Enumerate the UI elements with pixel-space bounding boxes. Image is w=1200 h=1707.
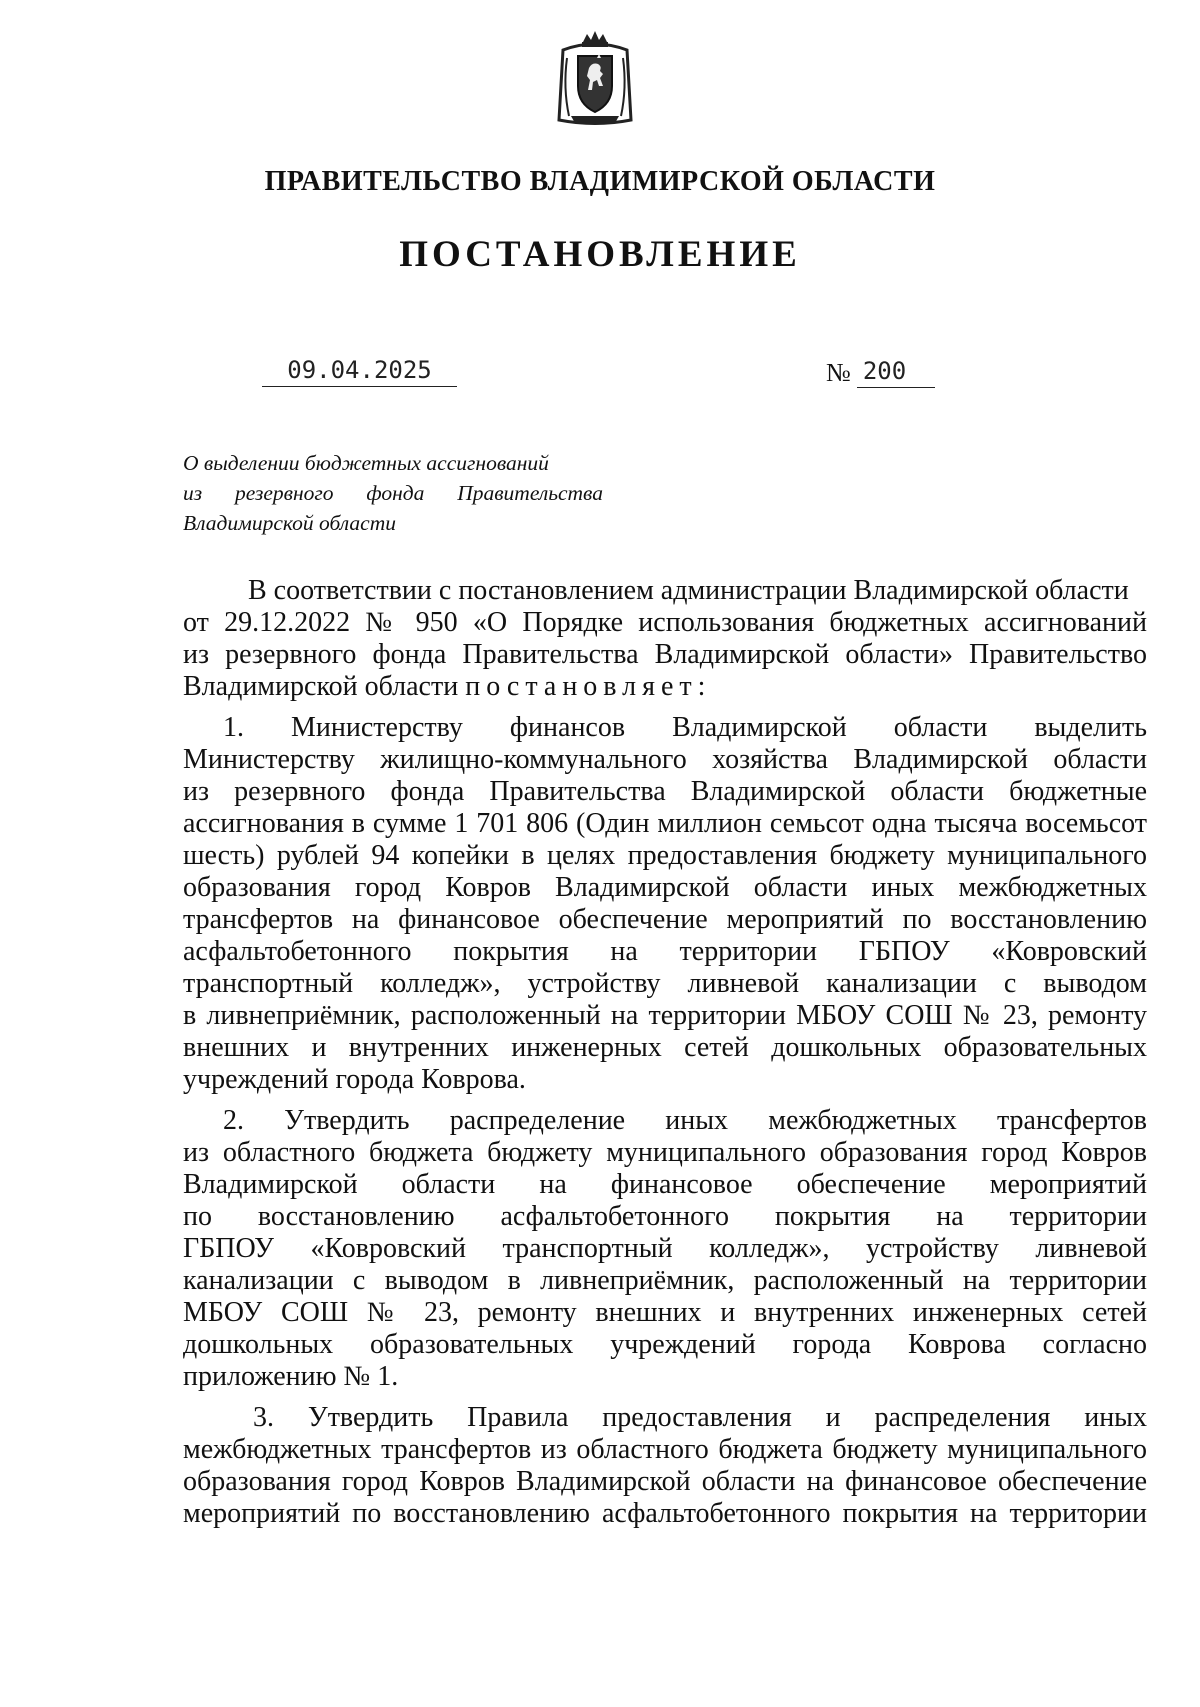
preamble-line: Владимирской области xyxy=(183,671,459,702)
item-1-line: транспортный колледж», устройству ливневой канализации с выводом xyxy=(183,968,1147,999)
item-3-line: межбюджетных трансфертов из областного бюджета бюджету муниципального xyxy=(183,1434,1147,1465)
item-2-line: Владимирской области на финансовое обеспечение мероприятий xyxy=(183,1169,1147,1200)
document-number: 200 xyxy=(857,357,935,388)
item-2-line: из областного бюджета бюджету муниципального образования город Ковров xyxy=(183,1137,1147,1168)
item-3-line: мероприятий по восстановлению асфальтобетонного покрытия на территории xyxy=(183,1498,1147,1529)
item-3-line: 3. Утвердить Правила предоставления и распределения иных xyxy=(253,1402,1147,1433)
item-2-line: ГБПОУ «Ковровский транспортный колледж», устройству ливневой xyxy=(183,1233,1147,1264)
item-1-line: образования город Ковров Владимирской области иных межбюджетных xyxy=(183,872,1147,903)
item-2-line: МБОУ СОШ № 23, ремонту внешних и внутренних инженерных сетей xyxy=(183,1297,1147,1328)
item-2-line: по восстановлению асфальтобетонного покрытия на территории xyxy=(183,1201,1147,1232)
item-1-line: в ливнеприёмник, расположенный на территории МБОУ СОШ № 23, ремонту xyxy=(183,1000,1147,1031)
item-3-line: образования город Ковров Владимирской области на финансовое обеспечение xyxy=(183,1466,1147,1497)
item-1-line: шесть) рублей 94 копейки в целях предоставления бюджету муниципального xyxy=(183,840,1147,871)
number-sign: № xyxy=(826,358,851,387)
item-1-line: асфальтобетонного покрытия на территории ГБПОУ «Ковровский xyxy=(183,936,1147,967)
item-1-line: из резервного фонда Правительства Владимирской области бюджетные xyxy=(183,776,1147,807)
item-2-line: канализации с выводом в ливнеприёмник, расположенный на территории xyxy=(183,1265,1147,1296)
preamble-line: В соответствии с постановлением администрации Владимирской области xyxy=(248,575,1129,606)
preamble-last-line xyxy=(183,671,1147,703)
item-1-line: Министерству жилищно-коммунального хозяйства Владимирской области xyxy=(183,744,1147,775)
subject-line: О выделении бюджетных ассигнований xyxy=(183,451,549,475)
decrees-word: постановляет: xyxy=(465,671,712,702)
subject-line: из резервного фонда Правительства xyxy=(183,481,603,505)
document-date: 09.04.2025 xyxy=(262,356,457,387)
coat-of-arms-icon xyxy=(545,28,645,128)
organization-title: ПРАВИТЕЛЬСТВО ВЛАДИМИРСКОЙ ОБЛАСТИ xyxy=(264,166,936,197)
subject-line: Владимирской области xyxy=(183,511,396,535)
document-body xyxy=(183,575,1147,1530)
preamble-line: от 29.12.2022 № 950 «О Порядке использования бюджетных ассигнований xyxy=(183,607,1147,638)
item-2-line: 2. Утвердить распределение иных межбюджетных трансфертов xyxy=(223,1105,1147,1136)
document-subject xyxy=(183,448,603,538)
item-2-line: дошкольных образовательных учреждений города Коврова согласно xyxy=(183,1329,1147,1360)
document-type-title: ПОСТАНОВЛЕНИЕ xyxy=(399,234,801,275)
item-1-line: трансфертов на финансовое обеспечение мероприятий по восстановлению xyxy=(183,904,1147,935)
document-number-block xyxy=(826,356,935,388)
item-1-line: учреждений города Коврова. xyxy=(183,1064,526,1095)
item-1-line: внешних и внутренних инженерных сетей дошкольных образовательных xyxy=(183,1032,1147,1063)
item-1-line: ассигнования в сумме 1 701 806 (Один миллион семьсот одна тысяча восемьсот xyxy=(183,808,1147,839)
item-1-line: 1. Министерству финансов Владимирской области выделить xyxy=(223,712,1147,743)
item-2-line: приложению № 1. xyxy=(183,1361,399,1392)
preamble-line: из резервного фонда Правительства Владимирской области» Правительство xyxy=(183,639,1147,670)
